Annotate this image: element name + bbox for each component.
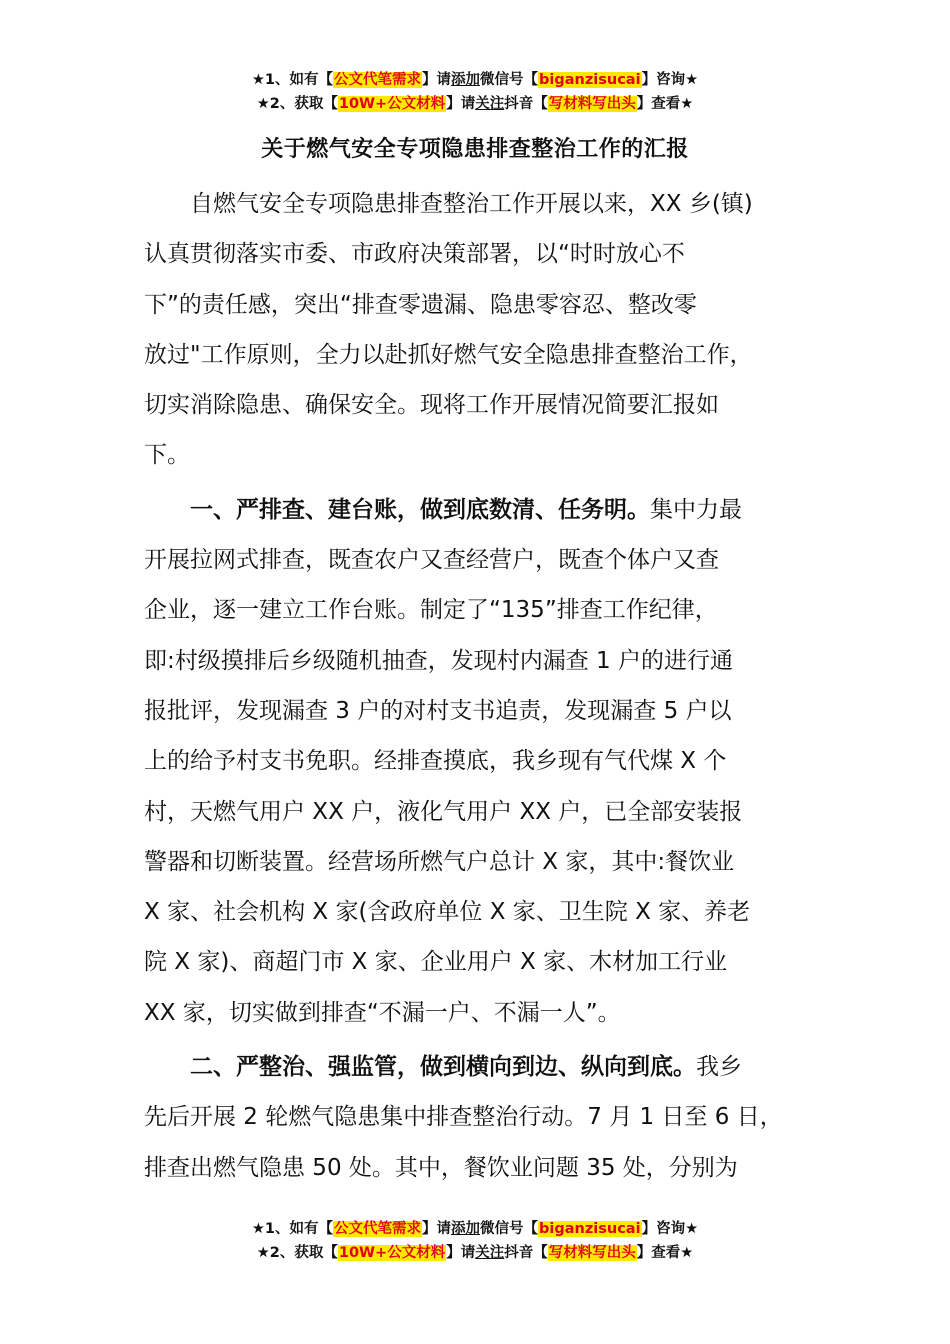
document-title: 关于燃气安全专项隐患排查整治工作的汇报 [261,137,689,162]
promo-text: 微信号【 [480,72,539,88]
text-line: 下”的责任感，突出“排查零遗漏、隐患零容忍、整改零 [144,291,697,318]
promo-footer [0,1217,950,1265]
text-line: 排查出燃气隐患 50 处。其中，餐饮业问题 35 处，分别为 [144,1154,738,1181]
promo-header [0,68,950,116]
promo-text: 微信号【 [480,1221,539,1237]
promo-line-2 [0,92,950,116]
promo-highlight: 10W+公文材料 [338,96,446,112]
promo-line-2 [0,1241,950,1265]
text-line: 院 X 家)、商超门市 X 家、企业用户 X 家、木材加工行业 [144,949,728,976]
text-line: 放过"工作原则，全力以赴抓好燃气安全隐患排查整治工作， [144,341,753,368]
paragraph-intro [144,179,834,481]
text-line: 开展拉网式排查，既查农户又查经营户，既查个体户又查 [144,547,719,574]
promo-text: 】查看★ [636,1245,694,1261]
text-segment: 我乡 [696,1054,742,1081]
text-line: 报批评，发现漏查 3 户的对村支书追责，发现漏查 5 户以 [144,697,732,724]
text-line: 认真贯彻落实市委、市政府决策部署，以“时时放心不 [144,241,685,268]
promo-highlight: 10W+公文材料 [338,1245,446,1261]
promo-text: 】请 [446,1245,476,1261]
text-line [144,1042,834,1092]
promo-highlight: biganzisucai [539,1221,641,1237]
promo-underline: 关注 [475,96,505,112]
text-line: 自燃气安全专项隐患排查整治工作开展以来，XX 乡(镇) [190,191,753,217]
promo-underline: 关注 [475,1245,505,1261]
promo-text: 】请 [446,96,476,112]
promo-text: ★2、获取【 [256,96,338,112]
text-line: 下。 [144,442,190,469]
promo-text: 】请 [422,72,452,88]
promo-highlight: biganzisucai [539,72,641,88]
text-line: 村，天燃气用户 XX 户，液化气用户 XX 户，已全部安装报 [144,798,743,825]
promo-underline: 添加 [451,1221,481,1237]
text-line [144,485,834,535]
section-heading: 二、严整治、强监管，做到横向到边、纵向到底。 [190,1054,696,1081]
promo-line-1 [0,68,950,92]
text-line: XX 家，切实做到排查“不漏一户、不漏一人”。 [144,999,621,1026]
document-body [144,179,834,1193]
text-line: 即:村级摸排后乡级随机抽查，发现村内漏查 1 户的进行通 [144,647,734,674]
text-line: 切实消除隐患、确保安全。现将工作开展情况简要汇报如 [144,392,719,419]
promo-text: 】咨询★ [641,72,699,88]
promo-text: 】请 [422,1221,452,1237]
text-segment: 集中力最 [650,496,742,523]
paragraph-section-2 [144,1042,834,1193]
promo-text: 】咨询★ [641,1221,699,1237]
promo-underline: 添加 [451,72,481,88]
promo-text: ★2、获取【 [256,1245,338,1261]
promo-highlight: 写材料写出头 [548,1245,636,1261]
promo-text: 抖音【 [504,96,548,112]
promo-text: 抖音【 [504,1245,548,1261]
promo-text: 】查看★ [636,96,694,112]
text-line: 先后开展 2 轮燃气隐患集中排查整治行动。7 月 1 日至 6 日， [144,1104,783,1131]
promo-highlight: 写材料写出头 [548,96,636,112]
promo-line-1 [0,1217,950,1241]
promo-text: ★1、如有【 [251,72,334,88]
promo-text: ★1、如有【 [251,1221,334,1237]
promo-highlight: 公文代笔需求 [334,72,422,88]
section-heading: 一、严排查、建台账，做到底数清、任务明。 [190,496,650,523]
text-line: 上的给予村支书免职。经排查摸底，我乡现有气代煤 X 个 [144,748,727,775]
text-line: 企业，逐一建立工作台账。制定了“135”排查工作纪律， [144,597,718,624]
paragraph-section-1 [144,485,834,1038]
text-line: X 家、社会机构 X 家(含政府单位 X 家、卫生院 X 家、养老 [144,899,751,926]
promo-highlight: 公文代笔需求 [334,1221,422,1237]
text-line: 警器和切断装置。经营场所燃气户总计 X 家，其中:餐饮业 [144,848,735,875]
